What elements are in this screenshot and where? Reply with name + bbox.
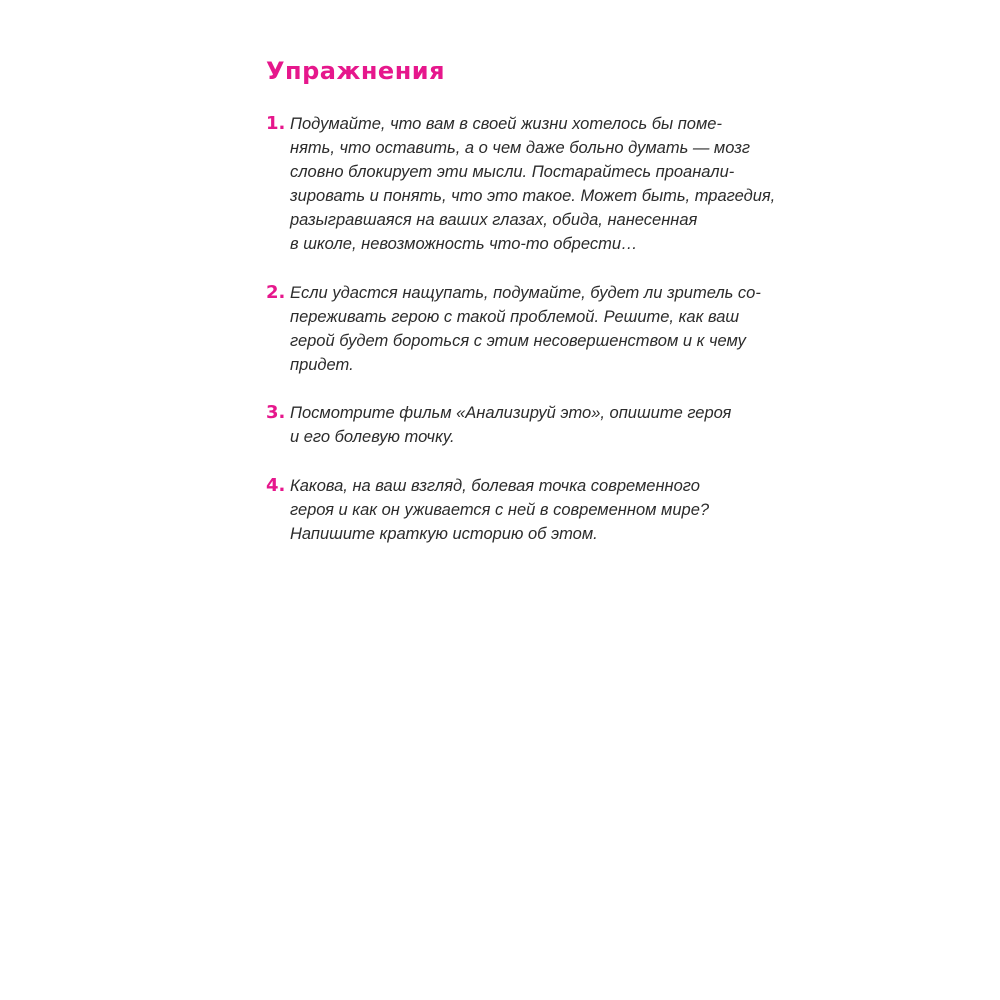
exercise-line: Напишите краткую историю об этом. <box>290 525 598 543</box>
exercise-line: придет. <box>290 356 354 374</box>
exercise-line: Если удастся нащупать, подумайте, будет ли зритель со- <box>290 284 761 302</box>
exercise-line: Какова, на ваш взгляд, болевая точка современного <box>290 477 700 495</box>
exercise-line: в школе, невозможность что-то обрести… <box>290 235 638 253</box>
exercise-line: Посмотрите фильм «Анализируй это», опишите героя <box>290 404 732 422</box>
exercise-number: 2. <box>266 282 286 303</box>
exercise-line: переживать герою с такой проблемой. Решите, как ваш <box>290 308 740 326</box>
exercise-line: героя и как он уживается с ней в современном мире? <box>290 501 710 519</box>
exercise-text <box>290 401 786 449</box>
exercise-line: Подумайте, что вам в своей жизни хотелось бы поме- <box>290 115 722 133</box>
exercise-line: разыгравшаяся на ваших глазах, обида, нанесенная <box>290 211 698 229</box>
exercise-text <box>290 281 786 377</box>
exercise-line: нять, что оставить, а о чем даже больно думать — мозг <box>290 139 751 157</box>
exercise-number: 1. <box>266 113 286 134</box>
exercise-line: зировать и понять, что это такое. Может быть, трагедия, <box>290 187 776 205</box>
exercises-heading: Упражнения <box>266 57 446 85</box>
exercise-line: герой будет бороться с этим несовершенством и к чему <box>290 332 746 350</box>
exercise-line: словно блокирует эти мысли. Постарайтесь проанали- <box>290 163 735 181</box>
exercise-text <box>290 112 786 256</box>
exercise-line: и его болевую точку. <box>290 428 455 446</box>
exercise-text <box>290 474 786 546</box>
exercise-number: 4. <box>266 475 286 496</box>
exercise-number: 3. <box>266 402 286 423</box>
